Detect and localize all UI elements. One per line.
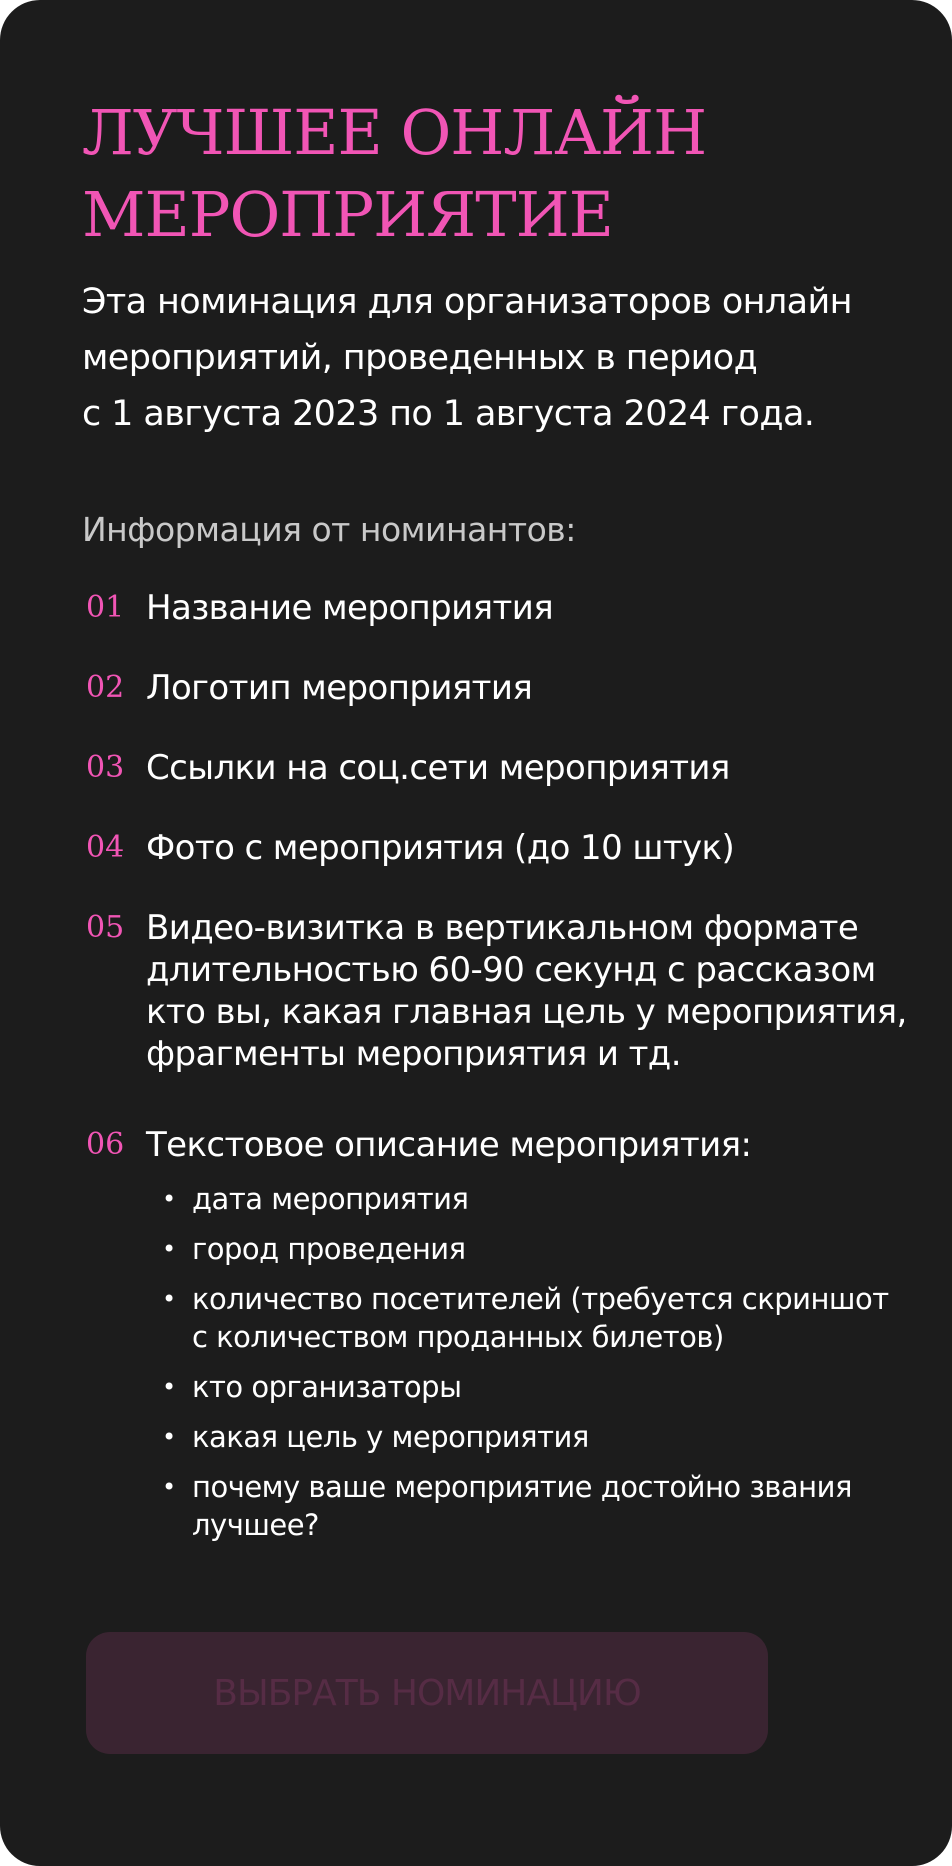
item-text-line: фрагменты мероприятия и тд. <box>146 1034 681 1074</box>
item-text-line: Название мероприятия <box>146 588 554 628</box>
item-text-line: Видео-визитка в вертикальном формате <box>146 908 859 948</box>
bullet-icon: • <box>162 1473 176 1501</box>
item-number: 06 <box>86 1127 125 1162</box>
title-line: ЛУЧШЕЕ ОНЛАЙН <box>82 96 707 169</box>
description-sublist <box>160 1180 920 1556</box>
item-text-line: Логотип мероприятия <box>146 668 533 708</box>
item-number: 02 <box>86 670 125 705</box>
item-number: 03 <box>86 750 125 785</box>
sublist-item-line: почему ваше мероприятие достойно звания <box>192 1470 852 1504</box>
description-line: мероприятий, проведенных в период <box>82 338 758 378</box>
title-line: МЕРОПРИЯТИЕ <box>82 178 613 251</box>
sublist-item-line: количество посетителей (требуется скриншот <box>192 1282 889 1316</box>
item-text <box>146 667 946 709</box>
item-text <box>146 907 946 1075</box>
sublist-item-line: с количеством проданных билетов) <box>192 1320 724 1354</box>
description-line: с 1 августа 2023 по 1 августа 2024 года. <box>82 394 815 434</box>
item-number: 05 <box>86 910 125 945</box>
sublist-item-line: какая цель у мероприятия <box>192 1420 589 1454</box>
sublist-item <box>160 1468 920 1544</box>
item-text-line: длительностью 60-90 секунд с рассказом <box>146 950 876 990</box>
item-number: 04 <box>86 830 125 865</box>
item-text-line: Текстовое описание мероприятия: <box>146 1125 752 1165</box>
item-text <box>146 1124 946 1166</box>
bullet-icon: • <box>162 1423 176 1451</box>
item-text <box>146 827 946 869</box>
bullet-icon: • <box>162 1373 176 1401</box>
select-nomination-button[interactable]: ВЫБРАТЬ НОМИНАЦИЮ <box>86 1632 768 1754</box>
sublist-item-line: город проведения <box>192 1232 466 1266</box>
sublist-item <box>160 1230 920 1268</box>
nomination-description <box>82 274 912 442</box>
sublist-item <box>160 1180 920 1218</box>
item-number: 01 <box>86 590 125 625</box>
bullet-icon: • <box>162 1235 176 1263</box>
sublist-item-line: лучшее? <box>192 1508 319 1542</box>
item-text-line: кто вы, какая главная цель у мероприятия, <box>146 992 907 1032</box>
sublist-item-line: дата мероприятия <box>192 1182 469 1216</box>
sublist-item <box>160 1418 920 1456</box>
item-text-line: Фото с мероприятия (до 10 штук) <box>146 828 735 868</box>
item-text <box>146 747 946 789</box>
item-text <box>146 587 946 629</box>
sublist-item-line: кто организаторы <box>192 1370 462 1404</box>
sublist-item <box>160 1280 920 1356</box>
sublist-item <box>160 1368 920 1406</box>
bullet-icon: • <box>162 1185 176 1213</box>
item-text-line: Ссылки на соц.сети мероприятия <box>146 748 730 788</box>
description-line: Эта номинация для организаторов онлайн <box>82 282 852 322</box>
bullet-icon: • <box>162 1285 176 1313</box>
nomination-title <box>82 92 902 256</box>
info-heading: Информация от номинантов: <box>82 510 576 549</box>
